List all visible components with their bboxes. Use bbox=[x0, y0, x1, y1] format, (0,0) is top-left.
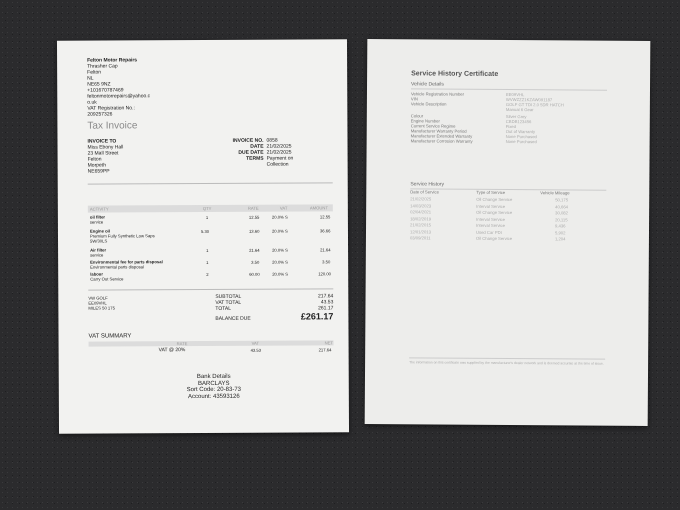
col-amount: AMOUNT bbox=[309, 205, 329, 211]
certificate-paper bbox=[365, 39, 651, 426]
terms-value: Payment on bbox=[266, 155, 294, 162]
divider bbox=[409, 357, 605, 359]
item-rate: 13.60 bbox=[248, 228, 260, 234]
account-number: Account: 43593126 bbox=[187, 393, 240, 400]
item-qty: 1 bbox=[205, 214, 209, 220]
company-email: feltonmotorrepairs@yahoo.c bbox=[87, 93, 151, 100]
vehicle-model: VW GOLF bbox=[88, 295, 108, 301]
company-address bbox=[87, 57, 187, 118]
totals bbox=[215, 293, 333, 322]
history-date: 14/03/2023 bbox=[410, 202, 432, 208]
history-miles: 1,204 bbox=[554, 236, 566, 242]
detail-label: Vehicle Registration Number bbox=[410, 91, 465, 97]
detail-value: Manual 6 Gear bbox=[505, 106, 534, 113]
vat-net: 217.64 bbox=[318, 347, 332, 353]
item-qty: 1 bbox=[206, 259, 209, 265]
detail-value: WVWZZZ1KZAW091187 bbox=[505, 96, 553, 103]
item-amount: 36.66 bbox=[319, 228, 331, 234]
vat-reg-label: VAT Registration No.: bbox=[87, 105, 135, 112]
detail-label: VIN bbox=[410, 96, 418, 102]
item-qty: 1 bbox=[206, 247, 209, 253]
address-line: NL bbox=[87, 75, 94, 82]
vat-col-vat: VAT bbox=[251, 340, 260, 346]
detail-label: Manufacturer Extended Warranty bbox=[410, 133, 473, 139]
certificate-footer: The information on this certificate was supplied by the manufacturer's dealer network and is deemed accurate at the time of issue. bbox=[409, 360, 604, 366]
col-rate: RATE bbox=[247, 205, 259, 211]
subtotal-value: 217.64 bbox=[318, 293, 334, 300]
item-qty: 5.30 bbox=[200, 228, 210, 235]
item-amount: 3.50 bbox=[322, 259, 331, 265]
history-table bbox=[410, 196, 606, 243]
item-vat: 20.0% S bbox=[271, 214, 288, 220]
total-value: 261.17 bbox=[318, 305, 334, 312]
item-vat: 20.0% S bbox=[272, 259, 288, 265]
history-type: Oil Change Service bbox=[475, 235, 513, 242]
divider bbox=[88, 288, 333, 290]
history-type: Used Car PDI bbox=[475, 229, 502, 235]
detail-value: Out of Warranty bbox=[505, 128, 536, 135]
item-amount: 21.64 bbox=[320, 247, 331, 253]
customer-address: 23 Mall Street bbox=[87, 150, 119, 157]
item-vat: 20.0% S bbox=[272, 247, 288, 253]
invoice-paper bbox=[57, 39, 349, 434]
history-type: Oil Change Service bbox=[476, 196, 513, 203]
vat-header-row bbox=[89, 340, 334, 346]
item-rate: 60.00 bbox=[249, 271, 260, 277]
item-rate: 3.50 bbox=[251, 259, 260, 265]
address-line: Thrasher Cap bbox=[87, 63, 118, 70]
divider bbox=[411, 88, 607, 90]
history-miles: 30,082 bbox=[555, 210, 568, 216]
vat-col-net: NET bbox=[324, 340, 333, 346]
vat-col-rate: RATE bbox=[176, 341, 188, 347]
history-miles: 40,664 bbox=[555, 203, 569, 209]
history-date: 21/02/2015 bbox=[410, 222, 432, 228]
history-miles: 50,175 bbox=[555, 197, 569, 203]
company-phone: +101670787469 bbox=[87, 87, 124, 94]
invoice-to-block bbox=[87, 138, 123, 174]
vat-rate: VAT @ 20% bbox=[158, 347, 186, 354]
detail-value: EE09VHL bbox=[505, 91, 525, 98]
customer-name: Miss Ebony Hall bbox=[87, 144, 124, 151]
invoice-to-label: INVOICE TO bbox=[87, 138, 117, 145]
detail-value: GOLF GT TDI 2.0 5DR HATCH bbox=[505, 101, 564, 108]
total-label: TOTAL bbox=[215, 305, 232, 312]
date-label: DATE bbox=[250, 143, 264, 150]
detail-value: Fixed bbox=[505, 123, 517, 130]
item-desc: service bbox=[89, 219, 104, 225]
vat-summary-title: VAT SUMMARY bbox=[88, 333, 132, 340]
history-type: Interval Service bbox=[476, 222, 505, 228]
sort-code: Sort Code: 20-83-73 bbox=[186, 386, 242, 394]
item-rate: 12.55 bbox=[248, 214, 260, 220]
col-vat: VAT bbox=[279, 205, 288, 211]
item-name: oil filter bbox=[89, 214, 106, 220]
date-value: 21/02/2025 bbox=[266, 143, 292, 150]
detail-label: Engine Number bbox=[410, 118, 440, 124]
table-header-row bbox=[88, 205, 333, 212]
history-date: 03/09/2011 bbox=[409, 235, 431, 241]
vat-reg-number: 209257326 bbox=[87, 111, 113, 118]
detail-label: Vehicle Description bbox=[410, 101, 447, 107]
bank-name: BARCLAYS bbox=[197, 380, 230, 387]
detail-label: Current Service Regime bbox=[410, 123, 456, 129]
history-date: 21/02/2025 bbox=[410, 196, 432, 202]
vat-summary-row bbox=[89, 347, 334, 354]
table-row bbox=[88, 270, 333, 283]
vat-amount: 43.53 bbox=[250, 347, 262, 353]
terms-label: TERMS bbox=[246, 155, 264, 162]
history-miles: 9,436 bbox=[555, 223, 566, 229]
service-history-label: Service History bbox=[410, 181, 444, 188]
item-name: Environmental fee for parts disposal bbox=[90, 259, 163, 265]
divider bbox=[88, 182, 333, 184]
history-date: 12/01/2013 bbox=[409, 228, 431, 234]
item-desc: service bbox=[90, 252, 104, 258]
item-amount: 120.00 bbox=[318, 271, 332, 277]
detail-value: Silver Grey bbox=[505, 113, 527, 120]
history-col-date: Date of Service bbox=[410, 189, 439, 195]
bank-details bbox=[159, 374, 269, 401]
balance-due-value: £261.17 bbox=[300, 311, 334, 322]
detail-value: None Purchased bbox=[505, 138, 537, 145]
divider bbox=[410, 188, 606, 190]
invoice-no-label: INVOICE NO. bbox=[232, 137, 264, 144]
vehicle-details bbox=[411, 91, 611, 144]
invoice-meta bbox=[217, 137, 317, 168]
history-date: 18/02/2019 bbox=[410, 215, 432, 221]
due-date-value: 21/02/2025 bbox=[266, 149, 292, 156]
item-amount: 12.55 bbox=[319, 214, 331, 220]
item-vat: 20.0% S bbox=[272, 271, 289, 277]
history-col-mileage: Vehicle Mileage bbox=[540, 190, 570, 196]
vat-total-label: VAT TOTAL bbox=[215, 299, 242, 306]
item-name: Air filter bbox=[90, 247, 107, 253]
col-activity: ACTIVITY bbox=[89, 206, 109, 212]
subtotal-label: SUBTOTAL bbox=[215, 293, 242, 300]
history-type: Interval Service bbox=[476, 216, 505, 222]
company-name: Felton Motor Repairs bbox=[87, 57, 138, 64]
history-row bbox=[410, 235, 606, 243]
item-desc: Environmental parts disposal bbox=[90, 264, 144, 270]
table-row bbox=[88, 213, 333, 226]
history-col-type: Type of Service bbox=[476, 189, 506, 195]
terms-cont: Collection bbox=[266, 161, 289, 168]
balance-due-label: BALANCE DUE bbox=[215, 315, 251, 322]
customer-postcode: NE659PP bbox=[87, 168, 110, 175]
invoice-no-value: 0858 bbox=[266, 137, 278, 144]
vehicle-info bbox=[88, 295, 115, 310]
detail-label: Manufacturer Corrosion Warranty bbox=[410, 138, 473, 144]
invoice-title: Tax Invoice bbox=[87, 120, 138, 132]
item-qty: 2 bbox=[206, 271, 209, 277]
address-line: NE65 9NZ bbox=[87, 81, 111, 88]
detail-label bbox=[411, 106, 506, 112]
certificate-title: Service History Certificate bbox=[411, 70, 499, 78]
detail-label: Manufacturer Warranty Period bbox=[410, 128, 467, 134]
vehicle-reg: EE09VHL bbox=[88, 300, 107, 306]
history-type: Interval Service bbox=[476, 203, 506, 209]
history-date: 02/04/2021 bbox=[410, 209, 432, 215]
item-rate: 21.64 bbox=[249, 247, 260, 253]
item-vat: 20.0% S bbox=[271, 228, 288, 234]
company-email-cont: o.uk bbox=[87, 99, 97, 106]
customer-address: Felton bbox=[87, 156, 102, 163]
history-miles: 5,902 bbox=[554, 229, 566, 235]
table-row bbox=[88, 227, 333, 245]
bank-details-label: Bank Details bbox=[196, 373, 231, 381]
history-miles: 20,115 bbox=[555, 216, 568, 222]
item-name: Engine oil bbox=[89, 228, 110, 234]
vehicle-details-label: Vehicle Details bbox=[411, 81, 444, 88]
item-desc: Premium Fully Synthetic Low Saps 5W/30LS bbox=[89, 233, 155, 244]
detail-value: CBDB123456 bbox=[505, 118, 532, 125]
item-desc: Carry Out Service bbox=[90, 276, 124, 282]
due-date-label: DUE DATE bbox=[238, 149, 264, 156]
vehicle-miles: MILES 50 175 bbox=[88, 305, 115, 311]
vat-total-value: 43.53 bbox=[320, 299, 334, 306]
detail-value: None Purchased bbox=[505, 133, 537, 140]
address-line: Felton bbox=[87, 69, 102, 76]
detail-label: Colour bbox=[410, 113, 424, 119]
customer-address: Morpeth bbox=[87, 162, 106, 169]
history-type: Oil Change Service bbox=[476, 209, 513, 216]
col-qty: QTY bbox=[202, 205, 212, 212]
item-name: labour bbox=[90, 271, 104, 277]
